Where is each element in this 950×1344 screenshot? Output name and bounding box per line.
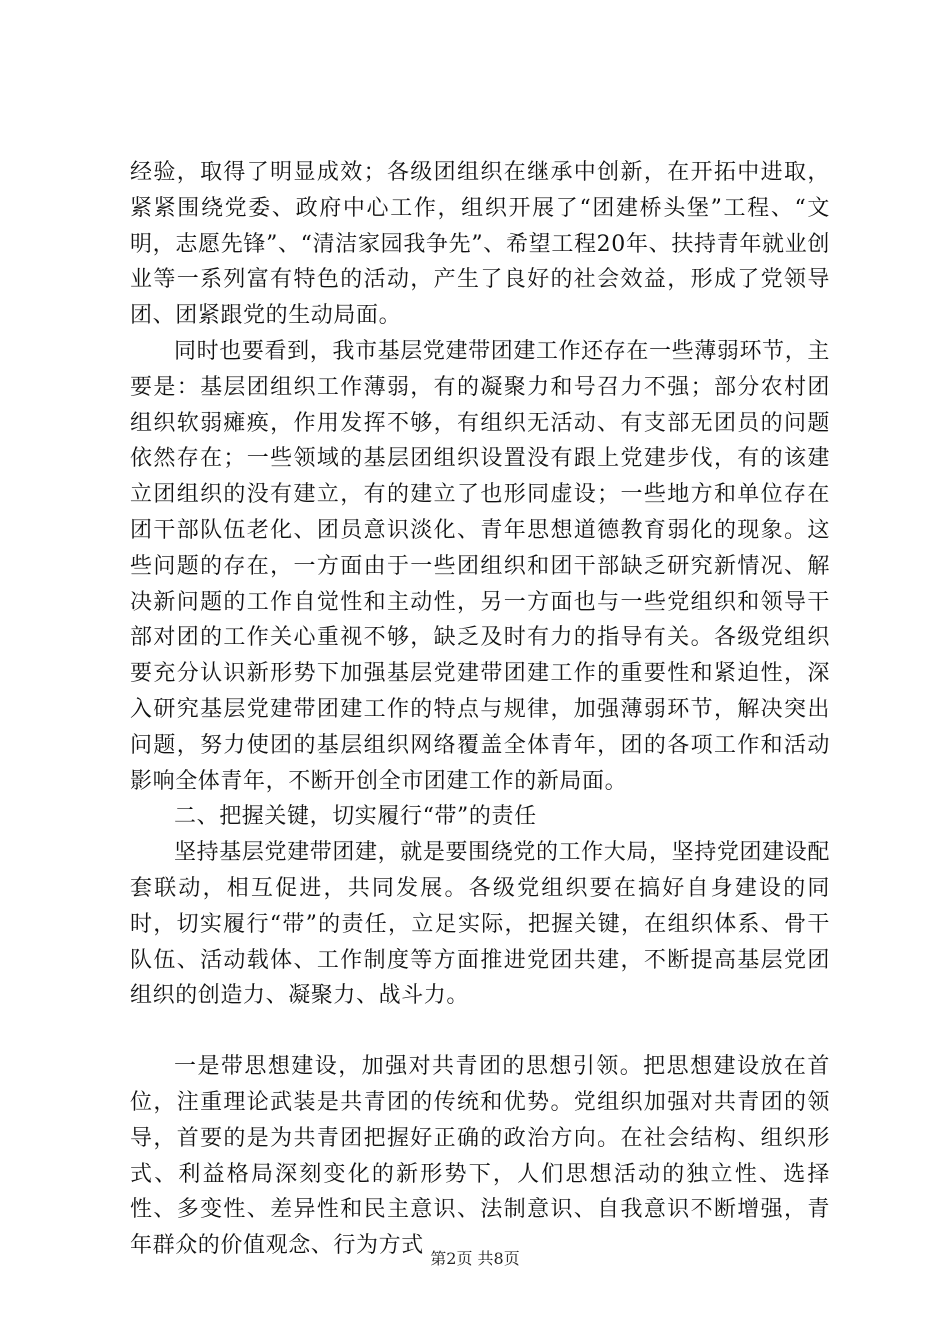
section-heading-two: 二、把握关键，切实履行“带”的责任 [174,804,537,830]
paragraph-continued-results: 经验，取得了明显成效；各级团组织在继承中创新，在开拓中进取，紧紧围绕党委、政府中心工作，组织开展了“团建桥头堡”工程、“文明，志愿先锋”、“清洁家园我争先”、希望工程20年、扶持青年就业创业等一系列富有特色的活动，产生了良好的社会效益，形成了党领导团、团紧跟党的生动局面。 [130,160,830,329]
paragraph-ideological-building: 一是带思想建设，加强对共青团的思想引领。把思想建设放在首位，注重理论武装是共青团的传统和优势。党组织加强对共青团的领导，首要的是为共青团把握好正确的政治方向。在社会结构、组织形式、利益格局深刻变化的新形势下，人们思想活动的独立性、选择性、多变性、差异性和民主意识、法制意识、自我意识不断增强，青年群众的价值观念、行为方式 [130,1054,830,1259]
paragraph-spacer [130,1014,830,1049]
paragraph-weak-links: 同时也要看到，我市基层党建带团建工作还存在一些薄弱环节，主要是：基层团组织工作薄弱，有的凝聚力和号召力不强；部分农村团组织软弱瘫痪，作用发挥不够，有组织无活动、有支部无团员的问题依然存在；一些领域的基层团组织设置没有跟上党建步伐，有的该建立团组织的没有建立，有的建立了也形同虚设；一些地方和单位存在团干部队伍老化、团员意识淡化、青年思想道德教育弱化的现象。这些问题的存在，一方面由于一些团组织和团干部缺乏研究新情况、解决新问题的工作自觉性和主动性，另一方面也与一些党组织和领导干部对团的工作关心重视不够，缺乏及时有力的指导有关。各级党组织要充分认识新形势下加强基层党建带团建工作的重要性和紧迫性，深入研究基层党建带团建工作的特点与规律，加强薄弱环节，解决突出问题，努力使团的基层组织网络覆盖全体青年，团的各项工作和活动影响全体青年，不断开创全市团建工作的新局面。 [130,338,830,794]
page-number-footer: 第2页 共8页 [430,1249,520,1268]
document-body [130,155,830,1264]
paragraph-key-responsibility: 坚持基层党建带团建，就是要围绕党的工作大局，坚持党团建设配套联动，相互促进，共同发展。各级党组织要在搞好自身建设的同时，切实履行“带”的责任，立足实际，把握关键，在组织体系、骨干队伍、活动载体、工作制度等方面推进党团共建，不断提高基层党团组织的创造力、凝聚力、战斗力。 [130,840,830,1009]
